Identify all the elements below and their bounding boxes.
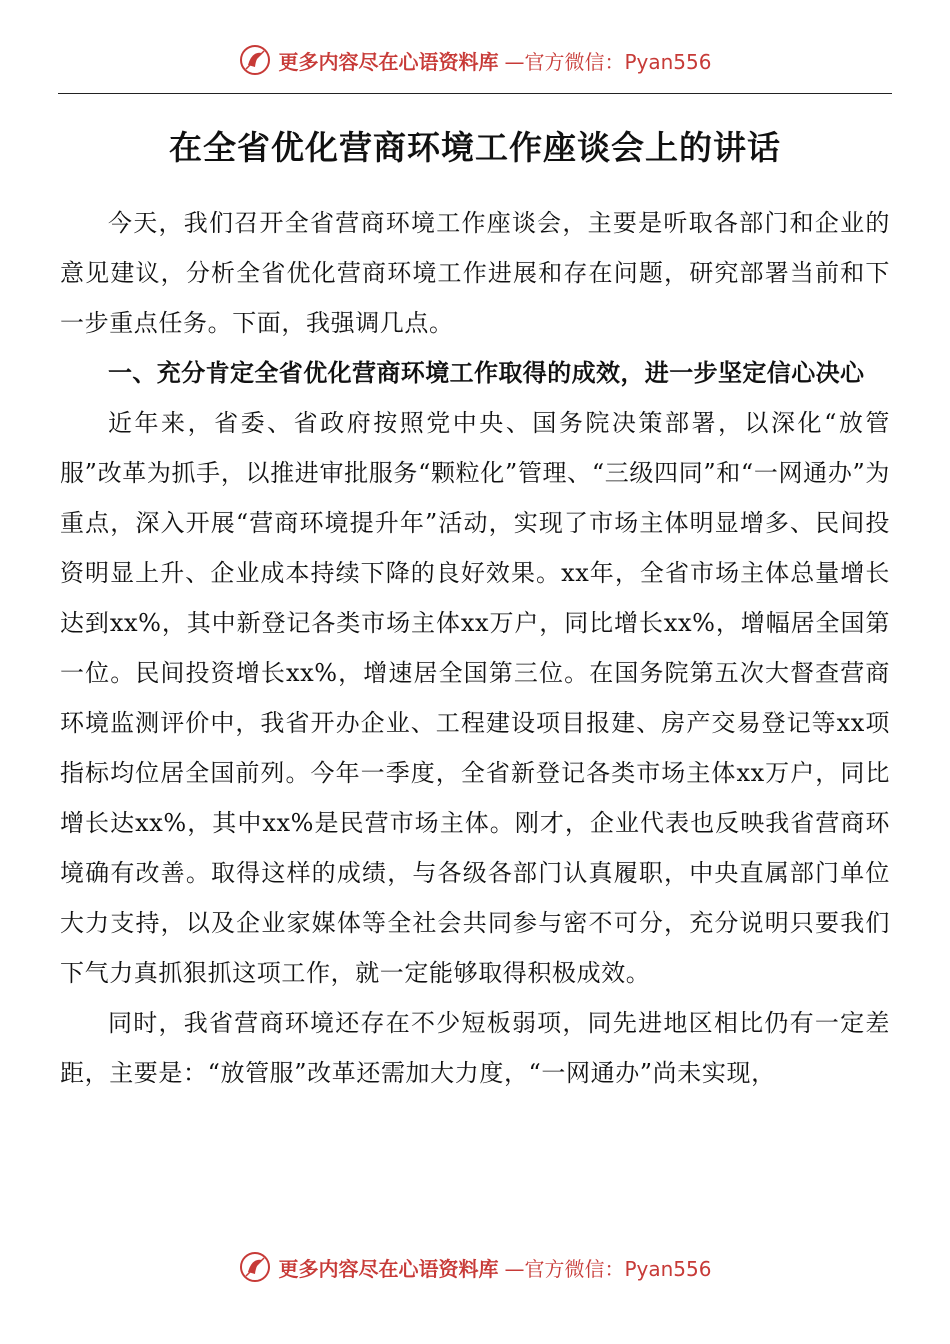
paragraph-intro: 今天，我们召开全省营商环境工作座谈会，主要是听取各部门和企业的意见建议，分析全省优化营商环境工作进展和存在问题，研究部署当前和下一步重点任务。下面，我强调几点。 <box>60 209 890 337</box>
section-heading-1: 一、充分肯定全省优化营商环境工作取得的成效，进一步坚定信心决心 <box>108 359 865 387</box>
footer-watermark <box>0 1247 950 1287</box>
header-divider <box>58 93 892 94</box>
document-title: 在全省优化营商环境工作座谈会上的讲话 <box>169 128 781 167</box>
header-watermark <box>0 40 950 80</box>
watermark-sub-text: —官方微信：Pyan556 <box>504 49 712 74</box>
logo-icon <box>238 43 272 77</box>
paragraph-achievements: 近年来，省委、省政府按照党中央、国务院决策部署，以深化“放管服”改革为抓手，以推进审批服务“颗粒化”管理、“三级四同”和“一网通办”为重点，深入开展“营商环境提升年”活动，实现了市场主体明显增多、民间投资明显上升、企业成本持续下降的良好效果。xx年，全省市场主体总量增长达到xx%，其中新登记各类市场主体xx万户，同比增长xx%，增幅居全国第一位。民间投资增长xx%，增速居全国第三位。在国务院第五次大督查营商环境监测评价中，我省开办企业、工程建设项目报建、房产交易登记等xx项指标均位居全国前列。今年一季度，全省新登记各类市场主体xx万户，同比增长达xx%，其中xx%是民营市场主体。刚才，企业代表也反映我省营商环境确有改善。取得这样的成绩，与各级各部门认真履职，中央直属部门单位大力支持，以及企业家媒体等全社会共同参与密不可分，充分说明只要我们下气力真抓狠抓这项工作，就一定能够取得积极成效。 <box>60 409 890 987</box>
watermark-main-text: 更多内容尽在心语资料库 <box>278 49 499 74</box>
watermark-main-text: 更多内容尽在心语资料库 <box>278 1256 499 1281</box>
document-body <box>60 198 890 1098</box>
paragraph-shortcomings: 同时，我省营商环境还存在不少短板弱项，同先进地区相比仍有一定差距，主要是：“放管服”改革还需加大力度，“一网通办”尚未实现， <box>60 1009 890 1087</box>
logo-icon <box>238 1250 272 1284</box>
watermark-sub-text: —官方微信：Pyan556 <box>504 1256 712 1281</box>
